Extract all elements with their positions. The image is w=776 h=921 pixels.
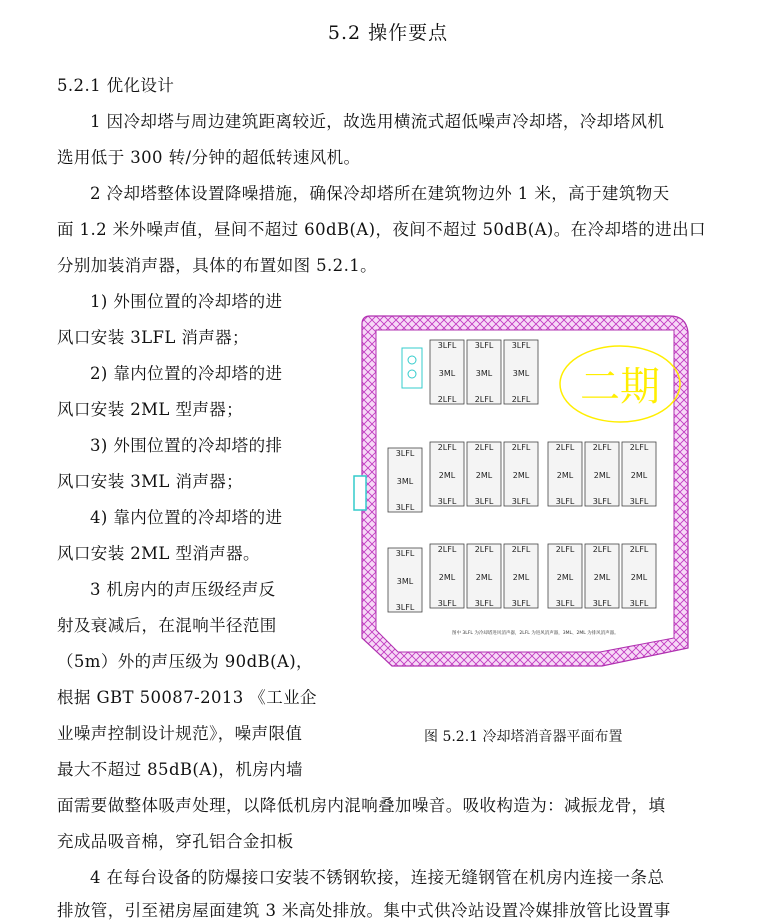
tower-inlet-label: 2LFL <box>511 395 531 404</box>
tower-outlet-label: 2ML <box>438 573 456 582</box>
tower-inlet-label: 2LFL <box>555 545 575 554</box>
page-heading: 5.2 操作要点 <box>327 22 449 44</box>
paragraph-3-line-1: 3 机房内的声压级经声反 <box>90 580 276 599</box>
cooling-tower-layout-figure <box>352 308 694 670</box>
tower-outlet-label: 2ML <box>556 573 574 582</box>
list-item-1-a: 1) 外围位置的冷却塔的进 <box>90 292 283 311</box>
paragraph-2-line-3: 分别加装消声器，具体的布置如图 5.2.1。 <box>57 256 378 275</box>
paragraph-3-line-2: 射及衰减后，在混响半径范围 <box>57 616 277 635</box>
paragraph-3-line-4: 根据 GBT 50087-2013 《工业企 <box>57 688 317 707</box>
tower-inlet-label: 2LFL <box>437 395 457 404</box>
tower-outlet-label: 2ML <box>475 573 493 582</box>
tower-inlet-label: 2LFL <box>511 443 531 452</box>
tower-outlet-label: 3ML <box>512 369 530 378</box>
tower-outlet-label: 3ML <box>396 577 414 586</box>
tower-inlet-label: 3LFL <box>437 599 457 608</box>
tower-outlet-label: 3ML <box>475 369 493 378</box>
list-item-1-b: 风口安装 3LFL 消声器； <box>57 328 249 347</box>
tower-inlet-label: 3LFL <box>437 497 457 506</box>
tower-inlet-label: 2LFL <box>629 545 649 554</box>
tower-inlet-label: 3LFL <box>629 497 649 506</box>
paragraph-1-line-1: 1 因冷却塔与周边建筑距离较近，故选用横流式超低噪声冷却塔，冷却塔风机 <box>90 112 665 131</box>
tower-inlet-label: 3LFL <box>395 449 415 458</box>
tower-inlet-label: 3LFL <box>555 599 575 608</box>
tower-inlet-label: 2LFL <box>555 443 575 452</box>
tower-outlet-label: 2ML <box>556 471 574 480</box>
paragraph-3-line-7: 面需要做整体吸声处理，以降低机房内混响叠加噪音。吸收构造为：减振龙骨，填 <box>57 796 666 815</box>
tower-inlet-label: 2LFL <box>592 545 612 554</box>
tower-inlet-label: 3LFL <box>474 599 494 608</box>
tower-inlet-label: 3LFL <box>395 503 415 512</box>
tower-inlet-label: 2LFL <box>474 545 494 554</box>
figure-note: 图中 3LFL 为冷却塔进风消声器，2LFL 为进风消声器，3ML、2ML 为排风消声器。 <box>452 631 619 636</box>
tower-inlet-label: 3LFL <box>474 497 494 506</box>
phase-label: 二期 <box>580 364 660 410</box>
tower-outlet-label: 2ML <box>512 471 530 480</box>
list-item-3-a: 3) 外围位置的冷却塔的排 <box>90 436 283 455</box>
tower-inlet-label: 3LFL <box>511 497 531 506</box>
tower-inlet-label: 2LFL <box>511 545 531 554</box>
paragraph-3-line-3: （5m）外的声压级为 90dB(A)， <box>57 652 313 671</box>
tower-inlet-label: 3LFL <box>592 599 612 608</box>
tower-inlet-label: 3LFL <box>592 497 612 506</box>
pump-equipment <box>402 348 422 388</box>
tower-inlet-label: 3LFL <box>395 549 415 558</box>
tower-inlet-label: 2LFL <box>474 443 494 452</box>
tower-outlet-label: 2ML <box>475 471 493 480</box>
tower-inlet-label: 3LFL <box>629 599 649 608</box>
tower-outlet-label: 2ML <box>593 573 611 582</box>
tower-inlet-label: 2LFL <box>592 443 612 452</box>
tower-inlet-label: 2LFL <box>629 443 649 452</box>
tower-outlet-label: 2ML <box>630 471 648 480</box>
figure-caption: 图 5.2.1 冷却塔消音器平面布置 <box>424 729 623 745</box>
paragraph-2-line-1: 2 冷却塔整体设置降噪措施，确保冷却塔所在建筑物边外 1 米，高于建筑物天 <box>90 184 670 203</box>
tower-inlet-label: 3LFL <box>511 341 531 350</box>
tower-inlet-label: 3LFL <box>511 599 531 608</box>
tower-inlet-label: 2LFL <box>474 395 494 404</box>
tower-inlet-label: 3LFL <box>555 497 575 506</box>
list-item-3-b: 风口安装 3ML 消声器； <box>57 472 244 491</box>
tower-inlet-label: 3LFL <box>437 341 457 350</box>
tower-outlet-label: 3ML <box>438 369 456 378</box>
list-item-2-b: 风口安装 2ML 型声器； <box>57 400 244 419</box>
paragraph-1-line-2: 选用低于 300 转/分钟的超低转速风机。 <box>57 148 361 167</box>
tower-outlet-label: 2ML <box>512 573 530 582</box>
paragraph-3-line-5: 业噪声控制设计规范》，噪声限值 <box>57 724 303 743</box>
tower-outlet-label: 2ML <box>593 471 611 480</box>
paragraph-4-line-2: 排放管，引至裙房屋面建筑 3 米高处排放。集中式供冷站设置冷媒排放管比设置事 <box>57 901 671 920</box>
door-icon <box>354 476 366 510</box>
tower-inlet-label: 2LFL <box>437 545 457 554</box>
tower-outlet-label: 3ML <box>396 477 414 486</box>
tower-inlet-label: 3LFL <box>395 603 415 612</box>
section-heading: 5.2.1 优化设计 <box>57 76 175 95</box>
paragraph-3-line-8: 充成品吸音棉，穿孔铝合金扣板 <box>57 832 294 851</box>
paragraph-2-line-2: 面 1.2 米外噪声值，昼间不超过 60dB(A)，夜间不超过 50dB(A)。在冷却塔的进出口 <box>57 220 706 239</box>
list-item-4-a: 4) 靠内位置的冷却塔的进 <box>90 508 283 527</box>
list-item-2-a: 2) 靠内位置的冷却塔的进 <box>90 364 283 383</box>
paragraph-3-line-6: 最大不超过 85dB(A)，机房内墙 <box>57 760 303 779</box>
paragraph-4-line-1: 4 在每台设备的防爆接口安装不锈钢软接，连接无缝钢管在机房内连接一条总 <box>90 868 665 887</box>
tower-outlet-label: 2ML <box>438 471 456 480</box>
list-item-4-b: 风口安装 2ML 型消声器。 <box>57 544 260 563</box>
tower-outlet-label: 2ML <box>630 573 648 582</box>
tower-inlet-label: 2LFL <box>437 443 457 452</box>
tower-inlet-label: 3LFL <box>474 341 494 350</box>
